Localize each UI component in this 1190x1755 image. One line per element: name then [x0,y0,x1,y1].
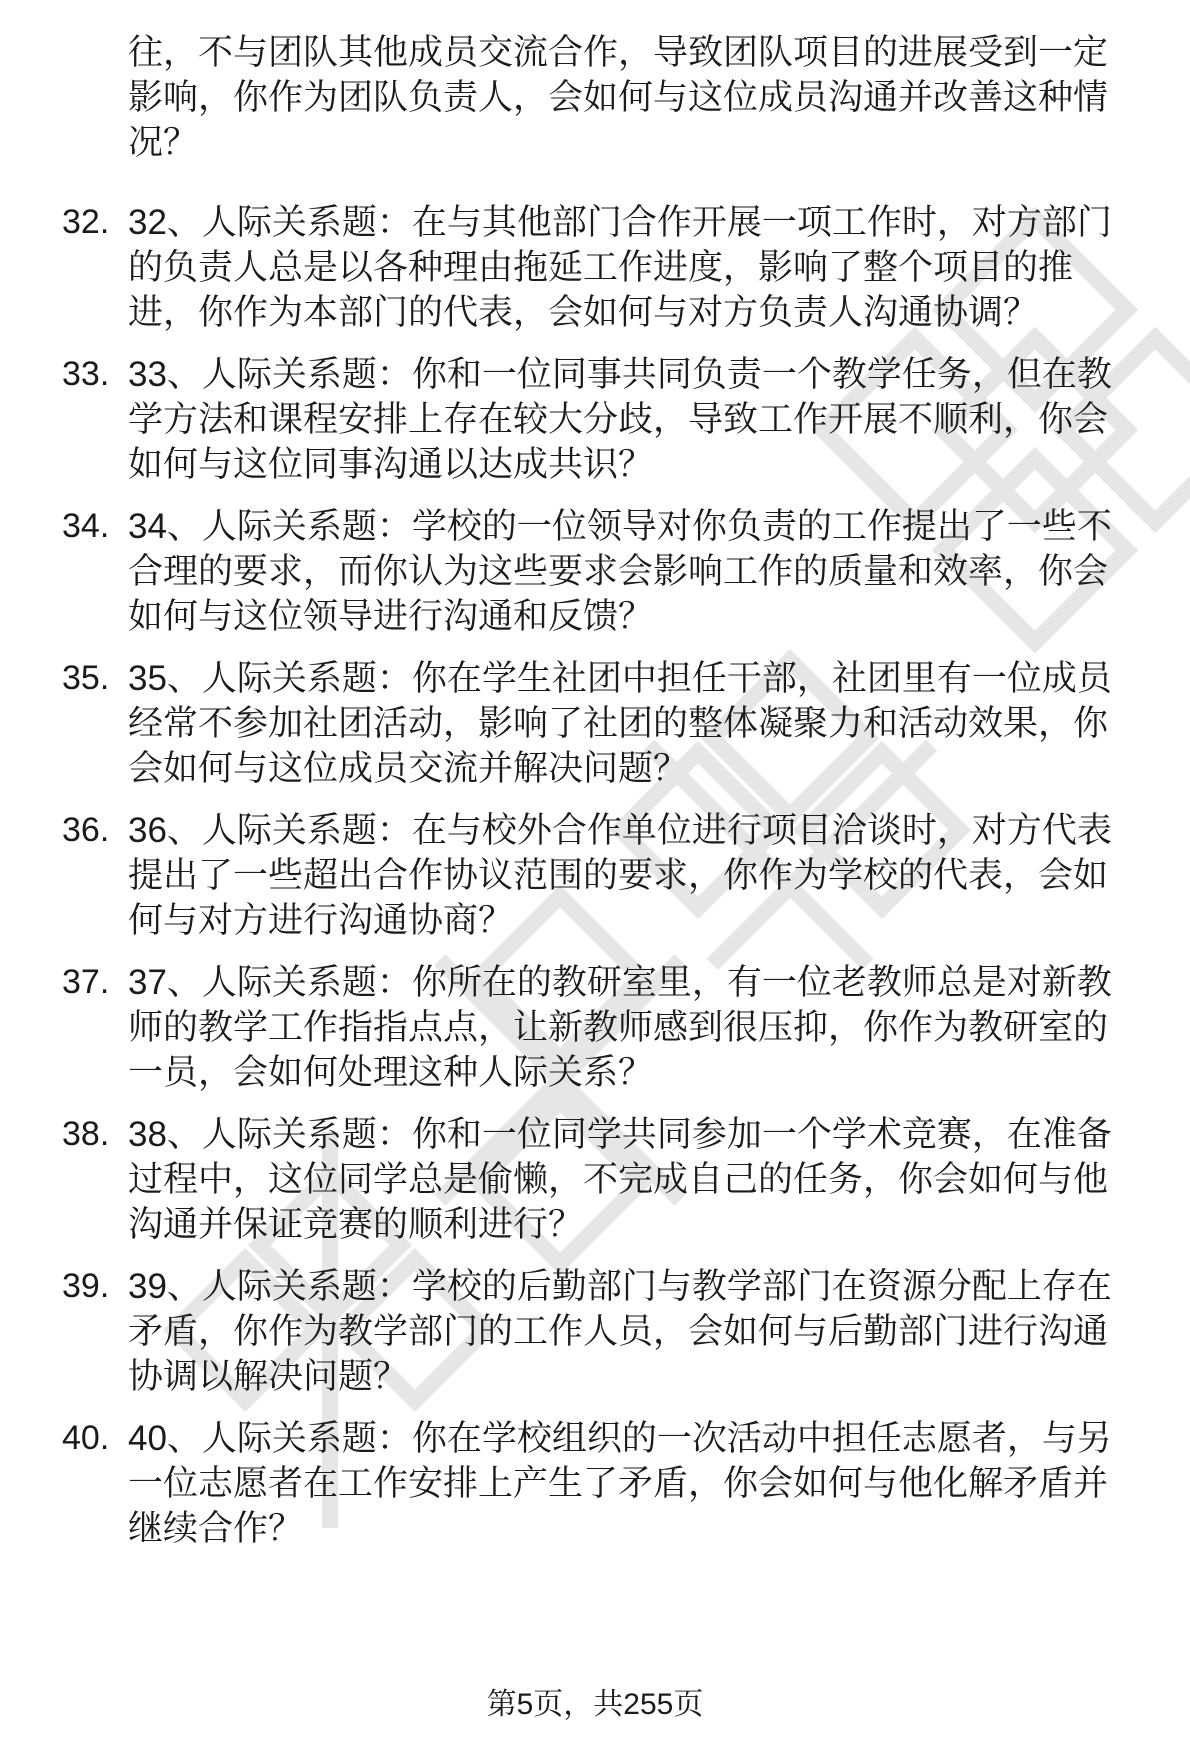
question-number: 34. [62,507,110,545]
question-item-40 [62,1416,1130,1551]
question-text: 37、人际关系题：你所在的教研室里，有一位老教师总是对新教师的教学工作指指点点，让新教师感到很压抑，你作为教研室的一员，会如何处理这种人际关系？ [128,963,1112,1092]
page-footer-indicator: 第5页，共255页 [486,1688,704,1721]
question-text: 32、人际关系题：在与其他部门合作开展一项工作时，对方部门的负责人总是以各种理由拖延工作进度，影响了整个项目的推进，你作为本部门的代表，会如何与对方负责人沟通协调？ [128,203,1112,332]
question-text: 39、人际关系题：学校的后勤部门与教学部门在资源分配上存在矛盾，你作为教学部门的工作人员，会如何与后勤部门进行沟通协调以解决问题？ [128,1267,1112,1396]
question-text: 36、人际关系题：在与校外合作单位进行项目洽谈时，对方代表提出了一些超出合作协议范围的要求，你作为学校的代表，会如何与对方进行沟通协商？ [128,811,1112,940]
question-text: 33、人际关系题：你和一位同事共同负责一个教学任务，但在教学方法和课程安排上存在较大分歧，导致工作开展不顺利，你会如何与这位同事沟通以达成共识？ [128,355,1112,484]
question-text: 38、人际关系题：你和一位同学共同参加一个学术竞赛，在准备过程中，这位同学总是偷懒，不完成自己的任务，你会如何与他沟通并保证竞赛的顺利进行？ [128,1115,1112,1244]
question-item-33 [62,352,1130,487]
question-item-37 [62,960,1130,1095]
question-item-32 [62,200,1130,335]
question-number: 38. [62,1115,110,1153]
question-item-39 [62,1264,1130,1399]
question-number: 36. [62,811,110,849]
question-number: 40. [62,1419,110,1457]
question-31-continuation-text: 往，不与团队其他成员交流合作，导致团队项目的进展受到一定影响，你作为团队负责人，会如何与这位成员沟通并改善这种情况？ [128,33,1109,162]
question-number: 33. [62,355,110,393]
question-number: 35. [62,659,110,697]
question-item-36 [62,808,1130,943]
question-text: 40、人际关系题：你在学校组织的一次活动中担任志愿者，与另一位志愿者在工作安排上产生了矛盾，你会如何与他化解矛盾并继续合作？ [128,1419,1112,1548]
question-item-34 [62,504,1130,639]
question-text: 34、人际关系题：学校的一位领导对你负责的工作提出了一些不合理的要求，而你认为这些要求会影响工作的质量和效率，你会如何与这位领导进行沟通和反馈？ [128,507,1112,636]
question-number: 39. [62,1267,110,1305]
question-number: 32. [62,203,110,241]
question-text: 35、人际关系题：你在学生社团中担任干部，社团里有一位成员经常不参加社团活动，影响了社团的整体凝聚力和活动效果，你会如何与这位成员交流并解决问题？ [128,659,1112,788]
question-item-35 [62,656,1130,791]
question-number: 37. [62,963,110,1001]
question-item-38 [62,1112,1130,1247]
